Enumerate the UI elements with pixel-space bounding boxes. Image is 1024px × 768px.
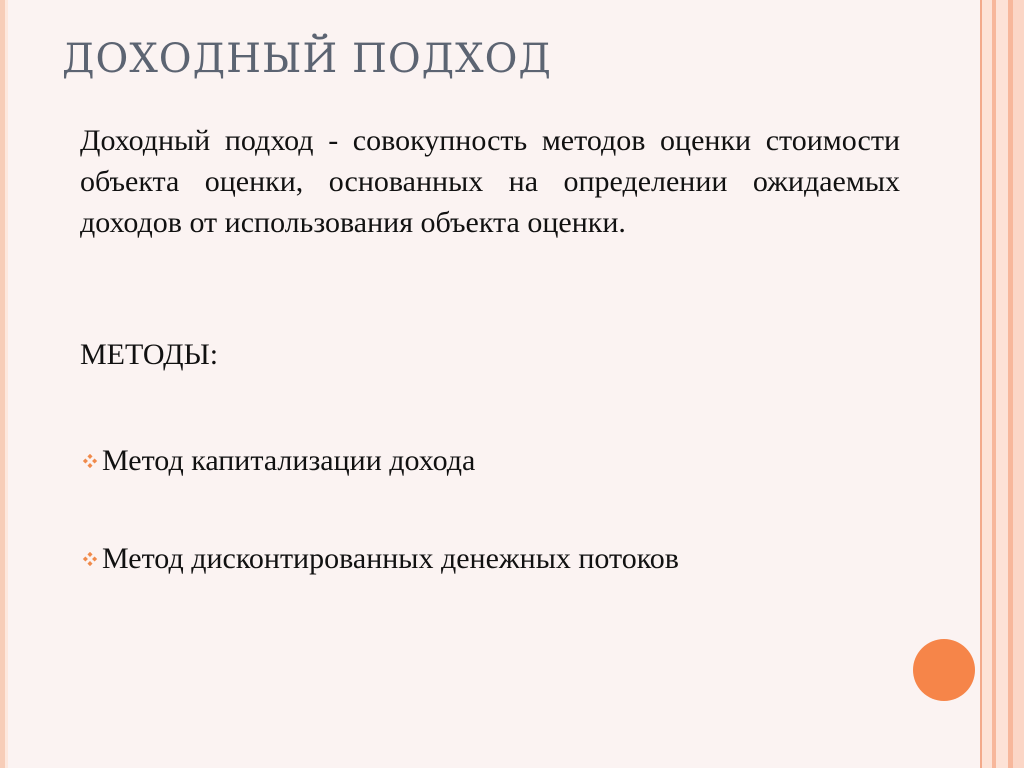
border-stripe xyxy=(1013,0,1024,768)
method-label: Метод капитализации дохода xyxy=(102,444,476,477)
diamond-bullet-icon xyxy=(80,552,100,566)
definition-text: Доходный подход - совокупность методов оценки стоимости объекта оценки, основанных на определении ожидаемых доходов от использования объекта оценки. xyxy=(80,124,900,239)
method-item xyxy=(80,542,679,576)
method-label: Метод дисконтированных денежных потоков xyxy=(102,542,679,575)
methods-heading: МЕТОДЫ: xyxy=(80,338,219,371)
accent-circle xyxy=(913,639,975,701)
slide-background xyxy=(8,0,980,768)
border-stripe xyxy=(982,0,992,768)
border-stripe xyxy=(996,0,1008,768)
slide-title: ДОХОДНЫЙ ПОДХОД xyxy=(62,36,552,82)
diamond-bullet-icon xyxy=(80,454,100,468)
method-item xyxy=(80,444,475,478)
